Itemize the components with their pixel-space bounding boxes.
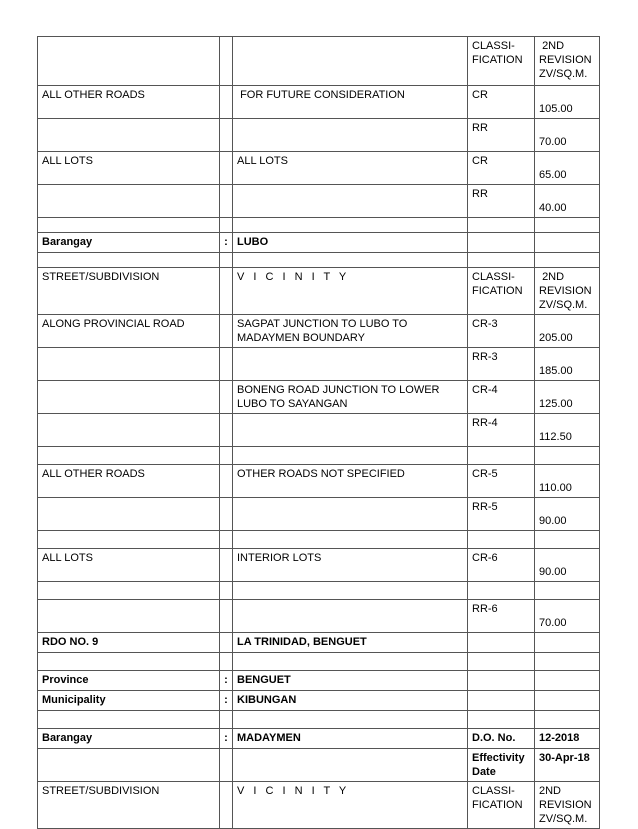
classification-cell [468, 691, 535, 711]
classification-cell [468, 582, 535, 600]
table-row [38, 549, 600, 582]
street-cell [38, 653, 220, 671]
value-cell: 125.00 [535, 381, 600, 414]
colon-cell [220, 119, 233, 152]
colon-cell [220, 381, 233, 414]
street-cell [38, 348, 220, 381]
table-row [38, 633, 600, 653]
colon-cell [220, 348, 233, 381]
value-cell: 30-Apr-18 [535, 749, 600, 782]
street-cell: ALONG PROVINCIAL ROAD [38, 315, 220, 348]
street-cell [38, 253, 220, 268]
table-row [38, 268, 600, 315]
zonal-value-table [37, 36, 600, 829]
value-cell: 2ND REVISION ZV/SQ.M. [535, 782, 600, 829]
value-cell: 70.00 [535, 119, 600, 152]
value-cell [535, 531, 600, 549]
vicinity-cell: ALL LOTS [233, 152, 468, 185]
colon-cell [220, 37, 233, 86]
table-row [38, 315, 600, 348]
value-cell [535, 691, 600, 711]
vicinity-cell [233, 253, 468, 268]
vicinity-cell [233, 37, 468, 86]
classification-cell [468, 447, 535, 465]
street-cell: Barangay [38, 729, 220, 749]
classification-cell [468, 531, 535, 549]
classification-cell: D.O. No. [468, 729, 535, 749]
colon-cell [220, 414, 233, 447]
colon-cell [220, 498, 233, 531]
colon-cell [220, 531, 233, 549]
vicinity-cell [233, 498, 468, 531]
table-row [38, 447, 600, 465]
vicinity-cell [233, 531, 468, 549]
classification-cell [468, 233, 535, 253]
classification-cell [468, 218, 535, 233]
classification-cell: CLASSI- FICATION [468, 268, 535, 315]
table-row [38, 671, 600, 691]
vicinity-cell: LUBO [233, 233, 468, 253]
value-cell: 112.50 [535, 414, 600, 447]
table-row [38, 582, 600, 600]
colon-cell [220, 749, 233, 782]
value-cell: 12-2018 [535, 729, 600, 749]
table-row [38, 782, 600, 829]
vicinity-cell: KIBUNGAN [233, 691, 468, 711]
vicinity-cell: LA TRINIDAD, BENGUET [233, 633, 468, 653]
colon-cell [220, 185, 233, 218]
colon-cell [220, 582, 233, 600]
street-cell [38, 749, 220, 782]
table-row [38, 711, 600, 729]
colon-cell: : [220, 729, 233, 749]
vicinity-cell [233, 653, 468, 671]
street-cell: STREET/SUBDIVISION [38, 268, 220, 315]
colon-cell: : [220, 671, 233, 691]
street-cell: ALL OTHER ROADS [38, 86, 220, 119]
value-cell [535, 653, 600, 671]
classification-cell: CR-6 [468, 549, 535, 582]
value-cell: 40.00 [535, 185, 600, 218]
value-cell: 2ND REVISION ZV/SQ.M. [535, 268, 600, 315]
table-row [38, 691, 600, 711]
street-cell [38, 37, 220, 86]
classification-cell: Effectivity Date [468, 749, 535, 782]
colon-cell [220, 633, 233, 653]
colon-cell [220, 253, 233, 268]
street-cell: Province [38, 671, 220, 691]
classification-cell: CR [468, 152, 535, 185]
colon-cell [220, 268, 233, 315]
colon-cell [220, 600, 233, 633]
value-cell: 185.00 [535, 348, 600, 381]
value-cell: 2ND REVISION ZV/SQ.M. [535, 37, 600, 86]
vicinity-cell: OTHER ROADS NOT SPECIFIED [233, 465, 468, 498]
classification-cell: CLASSI- FICATION [468, 782, 535, 829]
vicinity-cell [233, 711, 468, 729]
classification-cell [468, 253, 535, 268]
street-cell: RDO NO. 9 [38, 633, 220, 653]
street-cell [38, 711, 220, 729]
street-cell: STREET/SUBDIVISION [38, 782, 220, 829]
colon-cell [220, 549, 233, 582]
street-cell [38, 218, 220, 233]
street-cell [38, 414, 220, 447]
vicinity-cell [233, 119, 468, 152]
table-row [38, 498, 600, 531]
street-cell: ALL OTHER ROADS [38, 465, 220, 498]
value-cell [535, 711, 600, 729]
street-cell: Municipality [38, 691, 220, 711]
street-cell: ALL LOTS [38, 152, 220, 185]
value-cell [535, 447, 600, 465]
table-row [38, 749, 600, 782]
value-cell [535, 233, 600, 253]
classification-cell: CLASSI- FICATION [468, 37, 535, 86]
vicinity-cell [233, 348, 468, 381]
value-cell: 205.00 [535, 315, 600, 348]
table-row [38, 414, 600, 447]
street-cell [38, 447, 220, 465]
vicinity-cell [233, 600, 468, 633]
table-row [38, 653, 600, 671]
classification-cell [468, 653, 535, 671]
colon-cell [220, 315, 233, 348]
vicinity-cell [233, 218, 468, 233]
classification-cell: RR-3 [468, 348, 535, 381]
vicinity-cell: BONENG ROAD JUNCTION TO LOWER LUBO TO SAYANGAN [233, 381, 468, 414]
value-cell [535, 582, 600, 600]
street-cell: ALL LOTS [38, 549, 220, 582]
street-cell [38, 600, 220, 633]
street-cell [38, 582, 220, 600]
table-row [38, 253, 600, 268]
value-cell: 65.00 [535, 152, 600, 185]
table-row [38, 37, 600, 86]
colon-cell [220, 465, 233, 498]
vicinity-cell: V I C I N I T Y [233, 782, 468, 829]
value-cell: 90.00 [535, 549, 600, 582]
colon-cell [220, 86, 233, 119]
colon-cell [220, 711, 233, 729]
vicinity-cell: SAGPAT JUNCTION TO LUBO TO MADAYMEN BOUNDARY [233, 315, 468, 348]
value-cell: 105.00 [535, 86, 600, 119]
table-row [38, 381, 600, 414]
vicinity-cell [233, 749, 468, 782]
colon-cell [220, 447, 233, 465]
classification-cell: RR-5 [468, 498, 535, 531]
table-row [38, 152, 600, 185]
vicinity-cell [233, 185, 468, 218]
value-cell [535, 218, 600, 233]
value-cell [535, 253, 600, 268]
table-row [38, 233, 600, 253]
street-cell [38, 498, 220, 531]
classification-cell: CR [468, 86, 535, 119]
classification-cell [468, 671, 535, 691]
classification-cell: RR-6 [468, 600, 535, 633]
classification-cell: RR [468, 119, 535, 152]
colon-cell [220, 218, 233, 233]
value-cell: 90.00 [535, 498, 600, 531]
table-row [38, 86, 600, 119]
value-cell [535, 633, 600, 653]
classification-cell [468, 711, 535, 729]
classification-cell: CR-4 [468, 381, 535, 414]
vicinity-cell: V I C I N I T Y [233, 268, 468, 315]
colon-cell [220, 653, 233, 671]
colon-cell [220, 782, 233, 829]
street-cell [38, 531, 220, 549]
street-cell [38, 381, 220, 414]
vicinity-cell: BENGUET [233, 671, 468, 691]
street-cell [38, 119, 220, 152]
classification-cell [468, 633, 535, 653]
colon-cell: : [220, 691, 233, 711]
value-cell [535, 671, 600, 691]
table-row [38, 119, 600, 152]
table-row [38, 465, 600, 498]
vicinity-cell [233, 414, 468, 447]
vicinity-cell: INTERIOR LOTS [233, 549, 468, 582]
classification-cell: CR-5 [468, 465, 535, 498]
table-row [38, 729, 600, 749]
classification-cell: CR-3 [468, 315, 535, 348]
colon-cell [220, 152, 233, 185]
table-row [38, 218, 600, 233]
table-row [38, 600, 600, 633]
value-cell: 70.00 [535, 600, 600, 633]
table-row [38, 348, 600, 381]
classification-cell: RR-4 [468, 414, 535, 447]
street-cell: Barangay [38, 233, 220, 253]
vicinity-cell: FOR FUTURE CONSIDERATION [233, 86, 468, 119]
classification-cell: RR [468, 185, 535, 218]
colon-cell: : [220, 233, 233, 253]
table-row [38, 531, 600, 549]
street-cell [38, 185, 220, 218]
vicinity-cell [233, 582, 468, 600]
vicinity-cell [233, 447, 468, 465]
value-cell: 110.00 [535, 465, 600, 498]
table-row [38, 185, 600, 218]
vicinity-cell: MADAYMEN [233, 729, 468, 749]
